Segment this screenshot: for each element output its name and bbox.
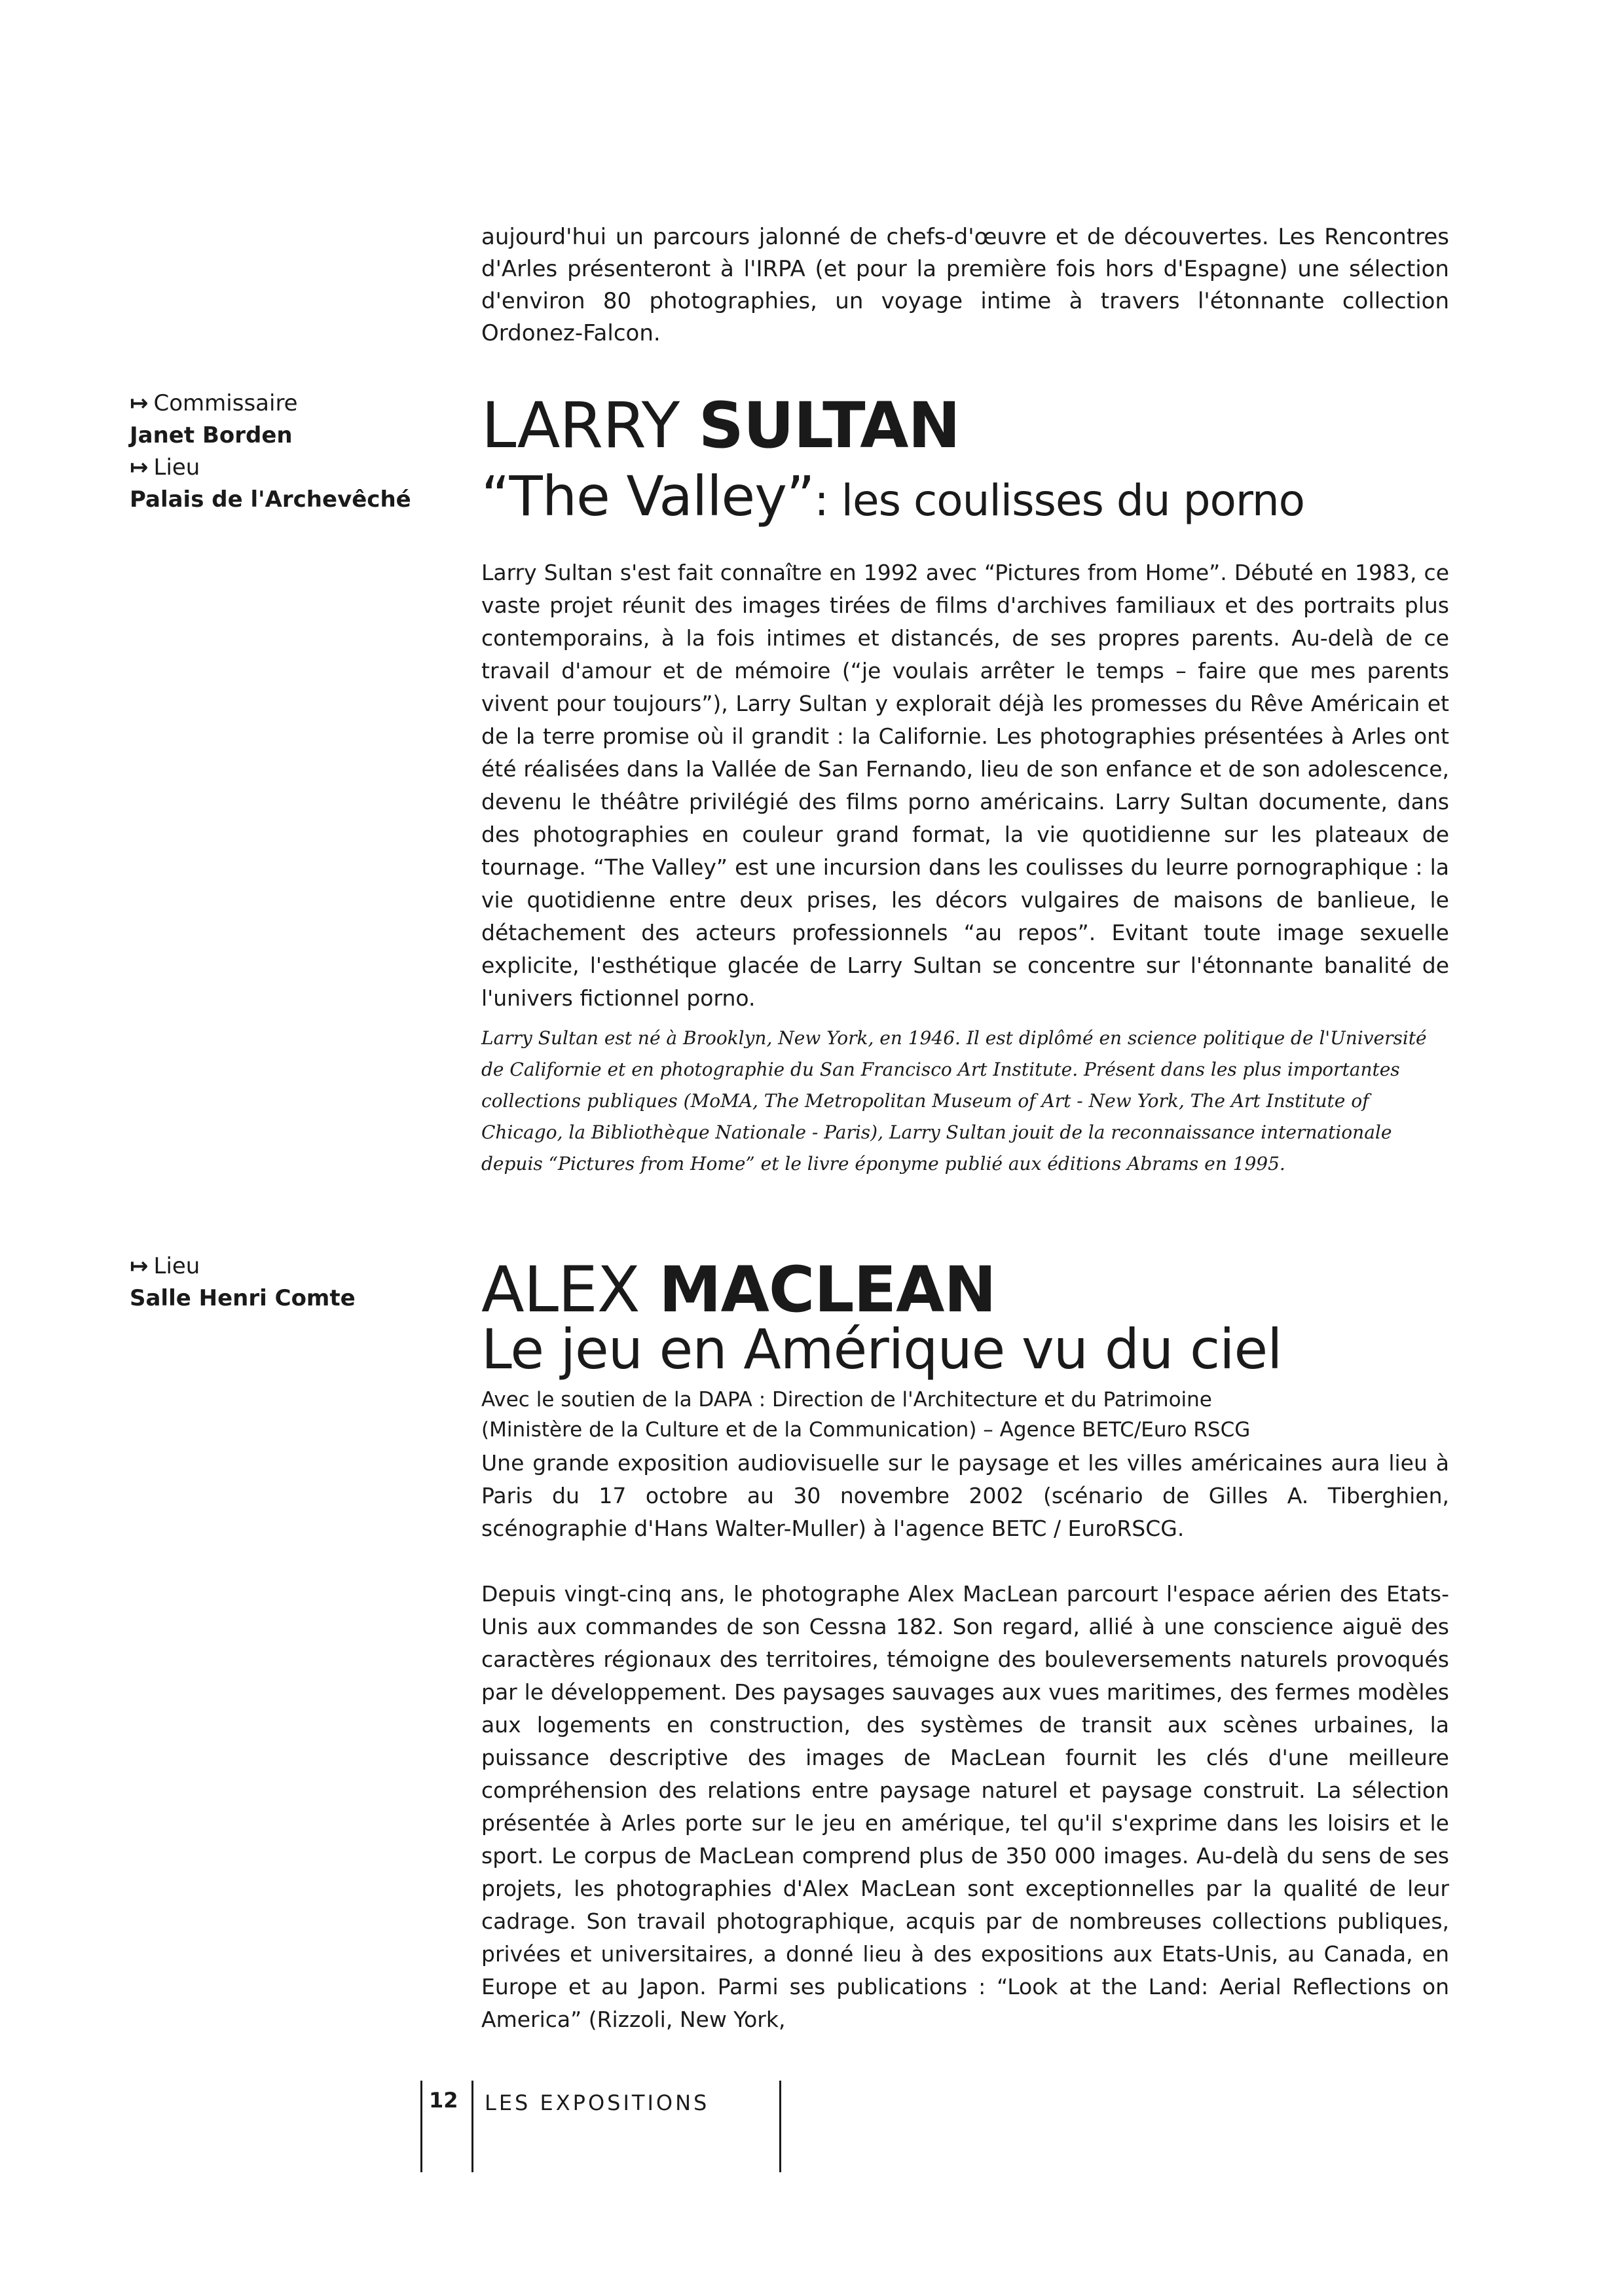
- sultan-bio-paragraph: Larry Sultan est né à Brooklyn, New York, en 1946. Il est diplômé en science politique de l'Université de Californie et en photographie du San Francisco Art Institute. Présent dans les plus importantes collections publiques (MoMA, The Metropolitan Museum of Art - New York, The Art Institute of Chicago, la Bibliothèque Nationale - Paris), Larry Sultan jouit de la reconnaissance internationale depuis “Pictures from Home” et le livre éponyme publié aux éditions Abrams en 1995.: [481, 1027, 1427, 1175]
- maclean-support-block: [481, 1385, 1449, 1445]
- maclean-body-paragraph: Depuis vingt-cinq ans, le photographe Alex MacLean parcourt l'espace aérien des Etats-Unis aux commandes de son Cessna 182. Son regard, allié à une conscience aiguë des caractères régionaux des territoires, témoigne des bouleversements naturels provoqués par le développement. Des paysages sauvages aux vues maritimes, des fermes modèles aux logements en construction, des systèmes de transit aux scènes urbaines, la puissance descriptive des images de MacLean fournit les clés d'une meilleure compréhension des relations entre paysage naturel et paysage construit. La sélection présentée à Arles porte sur le jeu en amérique, tel qu'il s'exprime dans les loisirs et le sport. Le corpus de MacLean comprend plus de 350 000 images. Au-delà du sens de ses projets, les photographies d'Alex MacLean sont exceptionnelles par la qualité de leur cadrage. Son travail photographique, acquis par de nombreuses collections publiques, privées et universitaires, a donné lieu à des expositions aux Etats-Unis, au Canada, en Europe et au Japon. Parmi ses publications : “Look at the Land: Aerial Reflections on America” (Rizzoli, New York,: [481, 1581, 1449, 2032]
- artist-first-name: LARRY: [481, 389, 680, 462]
- sultan-exhibition-subtitle: [481, 466, 1304, 531]
- footer-section-label: LES EXPOSITIONS: [485, 2090, 710, 2115]
- artist-last-name: MACLEAN: [659, 1253, 996, 1326]
- artist-first-name: ALEX: [481, 1253, 640, 1326]
- lieu-label: Lieu: [153, 1253, 200, 1279]
- maclean-exhibition-subtitle: Le jeu en Amérique vu du ciel: [481, 1317, 1282, 1381]
- maclean-sidebar: [130, 1250, 356, 1315]
- footer-divider-right: [779, 2081, 781, 2172]
- arrow-right-icon: ↦: [130, 454, 149, 481]
- maclean-event-paragraph: Une grande exposition audiovisuelle sur le paysage et les villes américaines aura lieu à Paris du 17 octobre au 30 novembre 2002 (scénario de Gilles A. Tiberghien, scénographie d'Hans Walter-Muller) à l'agence BETC / EuroRSCG.: [481, 1450, 1449, 1541]
- arrow-right-icon: ↦: [130, 1253, 149, 1279]
- sultan-commissaire-label-row: [130, 388, 411, 420]
- sultan-lieu-label-row: [130, 452, 411, 484]
- arrow-right-icon: ↦: [130, 390, 149, 416]
- sultan-artist-title: [481, 389, 960, 462]
- lieu-value: Palais de l'Archevêché: [130, 486, 411, 513]
- subtitle-rest: : les coulisses du porno: [814, 475, 1305, 526]
- maclean-artist-title: [481, 1253, 996, 1326]
- support-line-1: Avec le soutien de la DAPA : Direction de l'Architecture et du Patrimoine: [481, 1388, 1212, 1412]
- commissaire-value: Janet Borden: [130, 422, 293, 448]
- footer-divider-middle: [471, 2081, 473, 2172]
- support-line-2: (Ministère de la Culture et de la Communication) – Agence BETC/Euro RSCG: [481, 1418, 1251, 1442]
- footer-page-number: 12: [429, 2088, 458, 2113]
- sultan-body-paragraph: Larry Sultan s'est fait connaître en 1992 avec “Pictures from Home”. Débuté en 1983, ce vaste projet réunit des images tirées de films d'archives familiaux et des portraits plus contemporains, à la fois intimes et distancés, de ses propres parents. Au-delà de ce travail d'amour et de mémoire (“je voulais arrêter le temps – faire que mes parents vivent pour toujours”), Larry Sultan y explorait déjà les promesses du Rêve Américain et de la terre promise où il grandit : la Californie. Les photographies présentées à Arles ont été réalisées dans la Vallée de San Fernando, lieu de son enfance et de son adolescence, devenu le théâtre privilégié des films porno américains. Larry Sultan documente, dans des photographies en couleur grand format, la vie quotidienne sur les plateaux de tournage. “The Valley” est une incursion dans les coulisses du leurre pornographique : la vie quotidienne entre deux prises, les décors vulgaires de maisons de banlieue, le détachement des acteurs professionnels “au repos”. Evitant toute image sexuelle explicite, l'esthétique glacée de Larry Sultan se concentre sur l'étonnante banalité de l'univers fictionnel porno.: [481, 560, 1449, 1011]
- footer-divider-left: [420, 2081, 422, 2172]
- commissaire-label: Commissaire: [153, 390, 298, 416]
- intro-paragraph: aujourd'hui un parcours jalonné de chefs-d'œuvre et de découvertes. Les Rencontres d'Arles présenteront à l'IRPA (et pour la première fois hors d'Espagne) une sélection d'environ 80 photographies, un voyage intime à travers l'étonnante collection Ordonez-Falcon.: [481, 224, 1449, 346]
- lieu-value: Salle Henri Comte: [130, 1285, 356, 1311]
- artist-last-name: SULTAN: [698, 389, 960, 462]
- subtitle-main: “The Valley”: [481, 464, 815, 528]
- maclean-lieu-label-row: [130, 1250, 356, 1283]
- lieu-label: Lieu: [153, 454, 200, 481]
- sultan-sidebar: [130, 388, 411, 516]
